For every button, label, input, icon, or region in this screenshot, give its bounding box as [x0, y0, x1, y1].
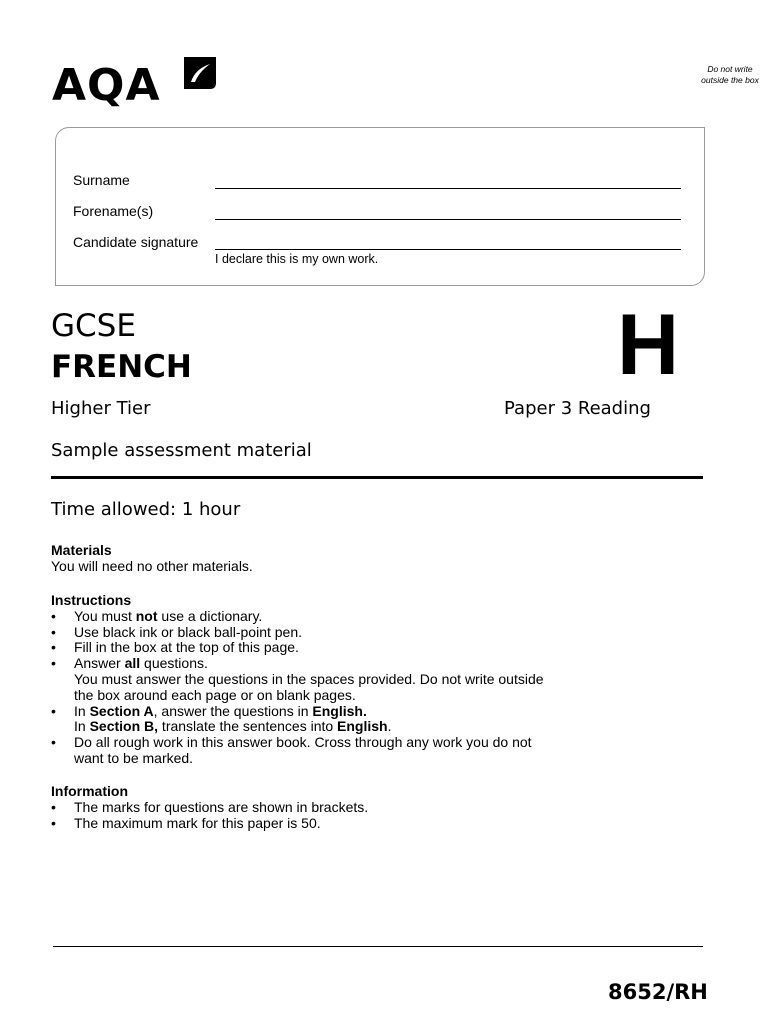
- signature-label: Candidate signature: [73, 234, 199, 250]
- qualification-title: GCSE: [51, 308, 136, 344]
- signature-field[interactable]: [215, 249, 681, 250]
- instruction-item: • Use black ink or black ball-point pen.: [51, 623, 303, 640]
- declaration-text: I declare this is my own work.: [215, 252, 379, 266]
- surname-field[interactable]: [215, 188, 681, 189]
- materials-text: You will need no other materials.: [51, 557, 253, 574]
- subject-title: FRENCH: [51, 349, 192, 385]
- materials-section: [51, 543, 253, 575]
- surname-label: Surname: [73, 172, 130, 188]
- instruction-item: • Answer all questions. You must answer the questions in the spaces provided. Do not write outside the box around each page or on blank pages.: [51, 655, 544, 703]
- tier-letter: H: [617, 297, 680, 393]
- footer-divider: [53, 946, 703, 947]
- materials-heading: Materials: [51, 542, 112, 558]
- information-heading: Information: [51, 783, 128, 799]
- instruction-item: • In Section A, answer the questions in English. In Section B, translate the sentences into English.: [51, 702, 392, 735]
- aqa-logo: [52, 55, 222, 113]
- paper-code: 8652/RH: [608, 980, 708, 1004]
- time-allowed: Time allowed: 1 hour: [51, 499, 241, 520]
- aqa-flag-icon: [182, 55, 218, 91]
- tier-label: Higher Tier: [51, 398, 151, 419]
- information-item: • The maximum mark for this paper is 50.: [51, 814, 321, 831]
- forename-field[interactable]: [215, 219, 681, 220]
- instructions-heading: Instructions: [51, 592, 132, 608]
- sample-note: Sample assessment material: [51, 440, 312, 461]
- divider: [51, 476, 703, 479]
- instructions-section: [51, 593, 544, 767]
- logo-text: AQA: [52, 60, 161, 111]
- instruction-item: • Do all rough work in this answer book. Cross through any work you do not want to be marked.: [51, 734, 532, 766]
- instruction-item: • Fill in the box at the top of this page.: [51, 639, 299, 656]
- paper-label: Paper 3 Reading: [504, 398, 651, 419]
- information-item: • The marks for questions are shown in brackets.: [51, 798, 369, 815]
- margin-note: Do not write outside the box: [701, 64, 759, 85]
- information-section: [51, 784, 368, 831]
- forename-label: Forename(s): [73, 203, 154, 219]
- instruction-item: • You must not use a dictionary.: [51, 607, 263, 624]
